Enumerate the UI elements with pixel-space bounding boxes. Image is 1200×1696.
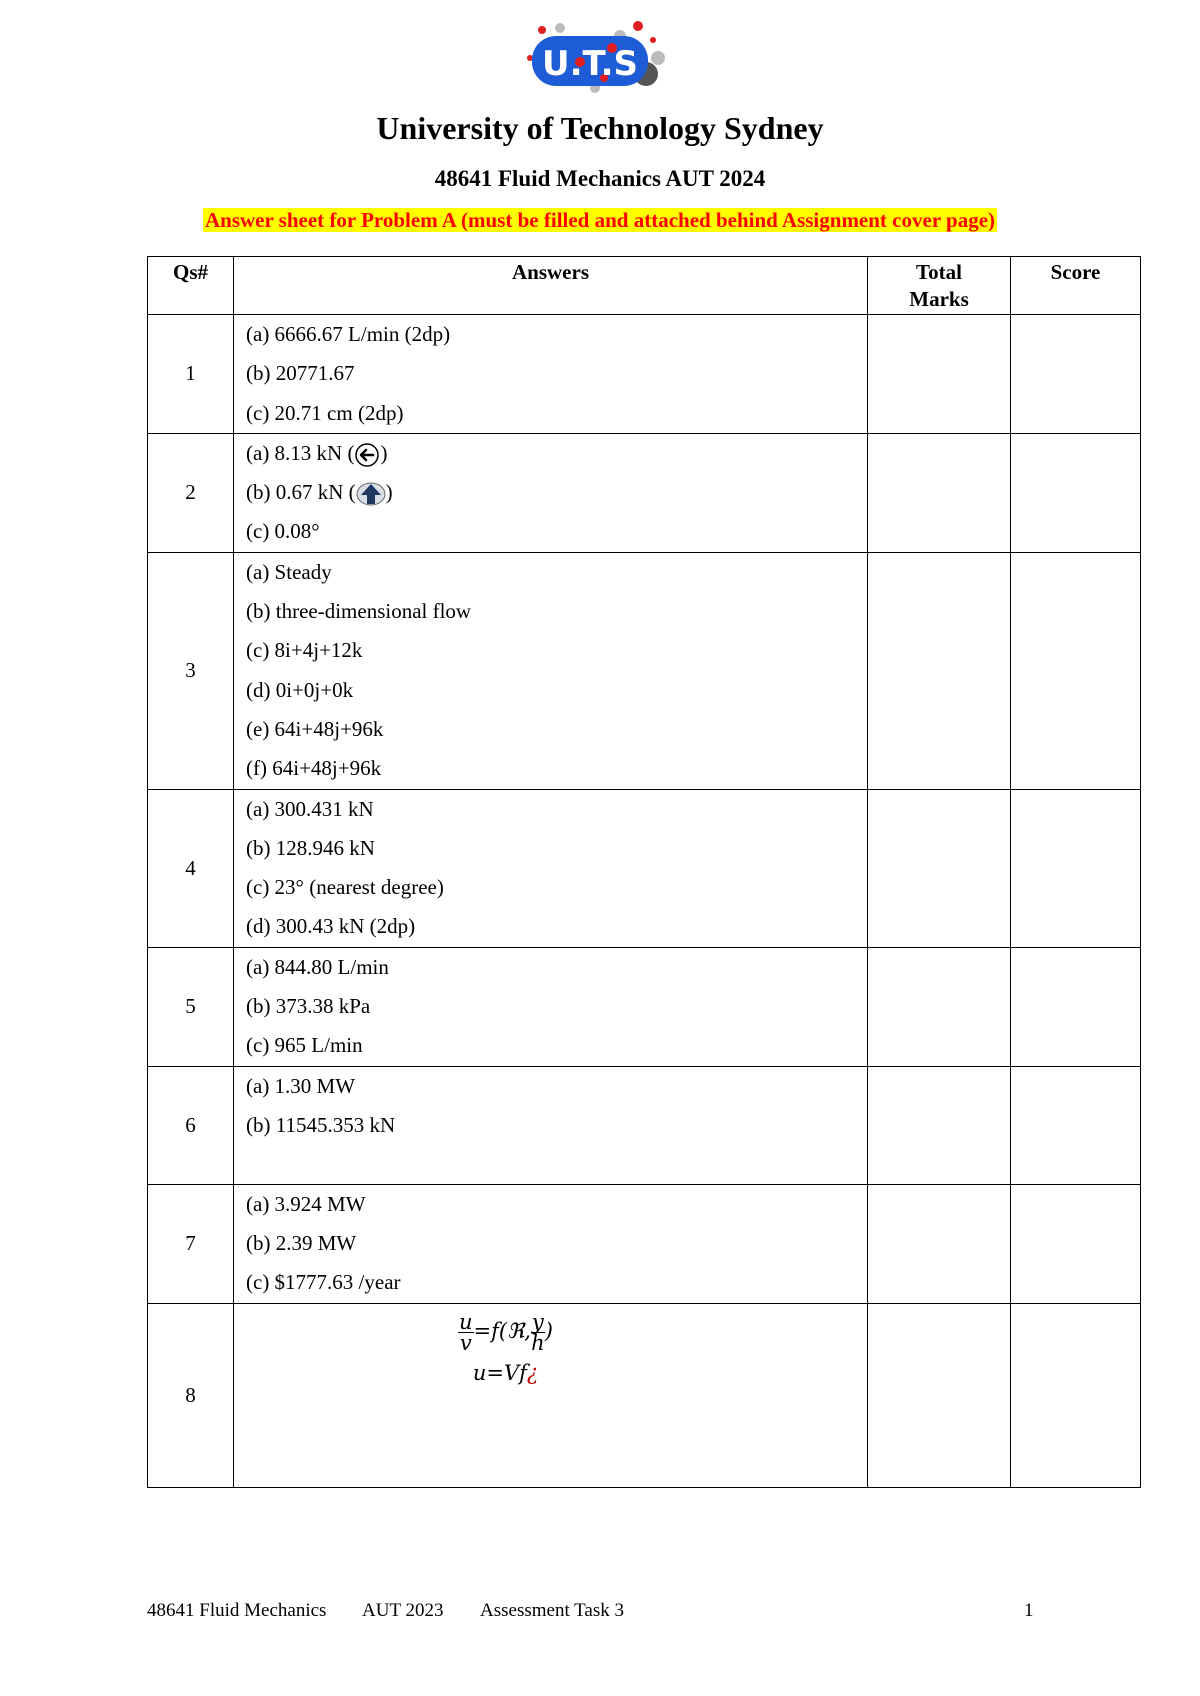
column-header-total-marks: Total Marks: [868, 257, 1011, 315]
column-header-qs: Qs#: [148, 257, 234, 315]
answer-line: (c) 8i+4j+12k: [246, 638, 363, 663]
left-arrow-icon: [354, 442, 380, 468]
total-marks-cell[interactable]: [868, 1066, 1011, 1184]
table-row: [148, 1303, 1141, 1487]
answer-line: (d) 0i+0j+0k: [246, 677, 354, 702]
answers-cell: [234, 947, 868, 1066]
answers-cell: [234, 1184, 868, 1303]
answers-cell: [234, 552, 868, 789]
answer-line: (b) 128.946 kN: [246, 835, 375, 860]
answers-cell: [234, 315, 868, 434]
score-cell[interactable]: [1011, 1066, 1141, 1184]
question-number: 5: [148, 947, 234, 1066]
answer-line: (d) 300.43 kN (2dp): [246, 914, 416, 939]
footer-task: Assessment Task 3: [480, 1600, 624, 1621]
table-row: [148, 552, 1141, 789]
total-marks-cell[interactable]: [868, 315, 1011, 434]
table-row: [148, 433, 1141, 552]
table-row: [148, 1184, 1141, 1303]
question-number: 1: [148, 315, 234, 434]
answers-cell: [234, 1303, 868, 1487]
answer-line: (b) three-dimensional flow: [246, 599, 472, 624]
score-cell[interactable]: [1011, 1303, 1141, 1487]
answers-cell: [234, 433, 868, 552]
table-row: [148, 315, 1141, 434]
answer-line: (c) 20.71 cm (2dp): [246, 400, 404, 425]
answers-cell: [234, 1066, 868, 1184]
answer-line: (a) 300.431 kN: [246, 796, 374, 821]
formula-line-2: u=Vf¿: [472, 1360, 539, 1385]
footer-term: AUT 2023: [362, 1600, 444, 1621]
footer-course: 48641 Fluid Mechanics: [147, 1600, 327, 1621]
course-heading: 48641 Fluid Mechanics AUT 2024: [434, 166, 766, 191]
logo-text: U.T.S: [542, 44, 638, 84]
up-arrow-icon: [356, 481, 386, 507]
total-marks-cell[interactable]: [868, 552, 1011, 789]
table-row: [148, 789, 1141, 947]
answer-line: (b) 0.67 kN ( ): [246, 473, 867, 512]
answer-line: (f) 64i+48j+96k: [246, 756, 382, 781]
answer-line: (e) 64i+48j+96k: [246, 716, 384, 741]
score-cell[interactable]: [1011, 315, 1141, 434]
total-marks-cell[interactable]: [868, 947, 1011, 1066]
question-number: 4: [148, 789, 234, 947]
answer-line: (a) 6666.67 L/min (2dp): [246, 322, 451, 346]
answer-line: (b) 11545.353 kN: [246, 1112, 396, 1137]
table-row: [148, 947, 1141, 1066]
answer-line: (b) 20771.67: [246, 361, 355, 386]
total-marks-cell[interactable]: [868, 1303, 1011, 1487]
answer-line: (b) 2.39 MW: [246, 1230, 357, 1255]
answer-line: (b) 373.38 kPa: [246, 994, 371, 1019]
answer-line: (a) 1.30 MW: [246, 1073, 356, 1098]
table-header-row: [148, 257, 1141, 315]
answer-line: (c) 965 L/min: [246, 1033, 363, 1058]
column-header-answers: Answers: [234, 257, 868, 315]
total-marks-cell[interactable]: [868, 433, 1011, 552]
total-marks-cell[interactable]: [868, 789, 1011, 947]
answer-line: (c) $1777.63 /year: [246, 1270, 401, 1295]
page-number: 1: [1024, 1600, 1034, 1621]
page-title: University of Technology Sydney: [376, 110, 824, 146]
question-number: 8: [148, 1303, 234, 1487]
answers-cell: [234, 789, 868, 947]
answer-line: (c) 23° (nearest degree): [246, 875, 444, 900]
score-cell[interactable]: [1011, 552, 1141, 789]
notice-banner: Answer sheet for Problem A (must be filled and attached behind Assignment cover page): [204, 208, 996, 232]
question-number: 6: [148, 1066, 234, 1184]
answer-line: (c) 0.08°: [246, 519, 320, 544]
answer-line: (a) 3.924 MW: [246, 1191, 366, 1216]
total-marks-cell[interactable]: [868, 1184, 1011, 1303]
answer-line: (a) Steady: [246, 559, 332, 584]
question-number: 3: [148, 552, 234, 789]
answer-table: [147, 256, 1141, 1488]
question-number: 2: [148, 433, 234, 552]
score-cell[interactable]: [1011, 947, 1141, 1066]
answer-line: (a) 844.80 L/min: [246, 954, 389, 979]
score-cell[interactable]: [1011, 1184, 1141, 1303]
question-number: 7: [148, 1184, 234, 1303]
score-cell[interactable]: [1011, 433, 1141, 552]
score-cell[interactable]: [1011, 789, 1141, 947]
answer-line: (a) 8.13 kN ( ): [246, 434, 867, 473]
formula-line-1: $\frac{u}{v}$ =f(ℜ, $\frac{y}{h}$ ): [459, 1309, 553, 1355]
table-row: [148, 1066, 1141, 1184]
column-header-score: Score: [1011, 257, 1141, 315]
uts-logo: [520, 18, 670, 100]
